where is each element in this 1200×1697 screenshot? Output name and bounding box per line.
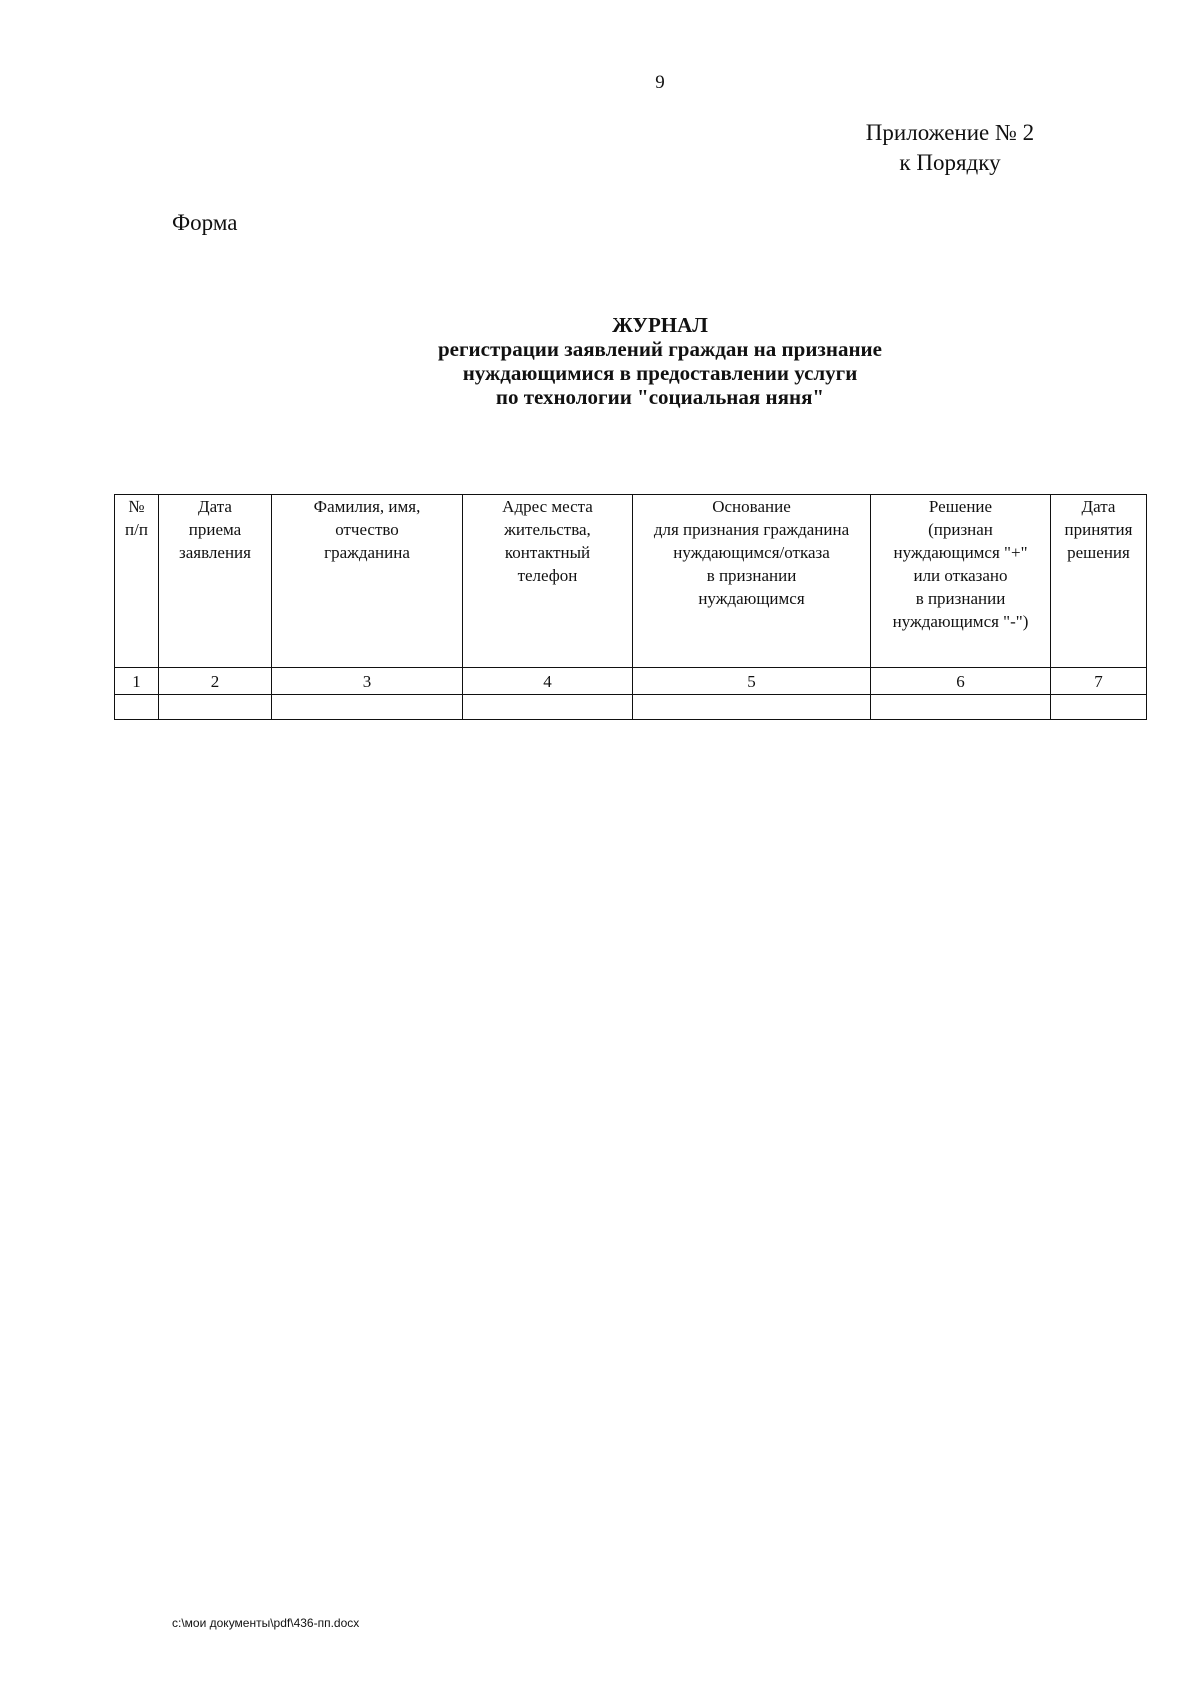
appendix-line-1: Приложение № 2 [865,120,1035,145]
page-number: 9 [655,72,665,93]
empty-cell [272,695,463,720]
footer-file-path: c:\мои документы\pdf\436-пп.docx [172,1616,360,1630]
header-cell-full-name: Фамилия, имя, отчество гражданина [272,495,463,668]
column-number-cell: 7 [1051,668,1147,695]
title-line-4: по технологии "социальная няня" [495,385,825,409]
header-cell-decision: Решение (признан нуждающимся "+" или отказано в признании нуждающимся "-") [871,495,1051,668]
empty-cell [463,695,633,720]
header-cell-decision-date: Дата принятия решения [1051,495,1147,668]
empty-cell [115,695,159,720]
header-cell-number: № п/п [115,495,159,668]
column-number-cell: 2 [159,668,272,695]
empty-cell [871,695,1051,720]
title-line-2: регистрации заявлений граждан на признание [438,337,882,361]
empty-cell [159,695,272,720]
header-cell-application-date: Дата приема заявления [159,495,272,668]
column-number-cell: 4 [463,668,633,695]
header-cell-address: Адрес места жительства, контактный телефон [463,495,633,668]
form-label: Форма [172,210,238,235]
empty-cell [1051,695,1147,720]
table-row [115,695,1147,720]
title-line-1: ЖУРНАЛ [612,313,708,337]
column-number-cell: 5 [633,668,871,695]
header-cell-grounds: Основание для признания гражданина нуждающимся/отказа в признании нуждающимся [633,495,871,668]
empty-cell [633,695,871,720]
appendix-reference [850,118,1050,178]
title-line-3: нуждающимися в предоставлении услуги [462,361,858,385]
column-number-cell: 6 [871,668,1051,695]
column-number-row [115,668,1147,695]
table-header-row [115,495,1147,668]
appendix-line-2: к Порядку [899,150,1001,175]
column-number-cell: 3 [272,668,463,695]
journal-table [114,494,1147,720]
column-number-cell: 1 [115,668,159,695]
document-title [340,313,980,409]
